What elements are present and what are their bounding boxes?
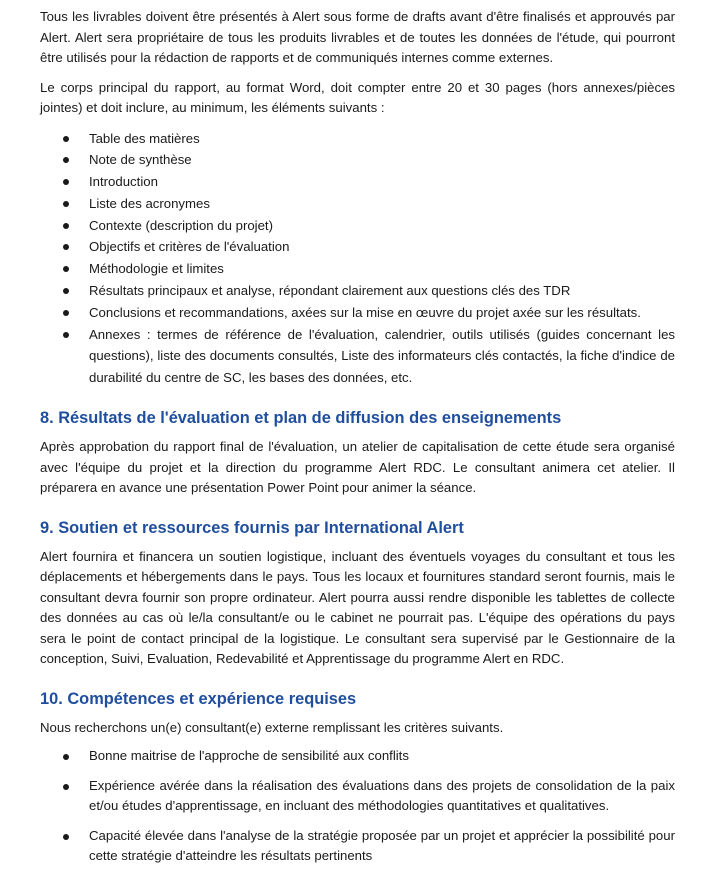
list-item: Contexte (description du projet) [40, 215, 675, 237]
bullet-icon [63, 244, 69, 250]
section-10-paragraph: Nous recherchons un(e) consultant(e) externe remplissant les critères suivants. [40, 719, 504, 735]
report-body-paragraph: Le corps principal du rapport, au format Word, doit compter entre 20 et 30 pages (hors annexes/pièces jointes) et doit inclure, au minimum, les éléments suivants : [40, 79, 675, 115]
list-item: Note de synthèse [40, 149, 675, 171]
section-8-paragraph: Après approbation du rapport final de l'évaluation, un atelier de capitalisation de cette étude sera organisé avec l'équipe du projet et la direction du programme Alert RDC. Le consultant animera cet atelier. Il préparera en avance une présentation Power Point pour animer la séance. [40, 439, 675, 496]
bullet-icon [63, 754, 69, 760]
section-8-heading: 8. Résultats de l'évaluation et plan de diffusion des enseignements [40, 409, 562, 428]
competences-list [40, 746, 675, 867]
list-item: Annexes : termes de référence de l'évaluation, calendrier, outils utilisés (guides concernant les questions), liste des documents consultés, Liste des informateurs clés contactés, la fiche d'indice de durabilité du centre de SC, les bases des données, etc. [40, 324, 675, 389]
list-item: Objectifs et critères de l'évaluation [40, 236, 675, 258]
deliverables-paragraph: Tous les livrables doivent être présentés à Alert sous forme de drafts avant d'être finalisés et approuvés par Alert. Alert sera propriétaire de tous les produits livrables et de toutes les données de l'étude, qui pourront être utilisés pour la rédaction de rapports et de communiqués internes comme externes. [40, 9, 675, 65]
list-item: Table des matières [40, 128, 675, 150]
list-item: Capacité élevée dans l'analyse de la stratégie proposée par un projet et apprécier la possibilité pour cette stratégie d'atteindre les résultats pertinents [40, 826, 675, 867]
bullet-icon [63, 157, 69, 163]
section-9-heading: 9. Soutien et ressources fournis par International Alert [40, 518, 464, 537]
bullet-icon [63, 288, 69, 294]
bullet-icon [63, 332, 69, 338]
list-item: Résultats principaux et analyse, répondant clairement aux questions clés des TDR [40, 280, 675, 302]
bullet-icon [63, 201, 69, 207]
bullet-icon [63, 136, 69, 142]
list-item: Expérience avérée dans la réalisation des évaluations dans des projets de consolidation de la paix et/ou études d'apprentissage, en incluant des méthodologies quantitatives et qualitatives. [40, 776, 675, 817]
bullet-icon [63, 179, 69, 185]
section-9-paragraph: Alert fournira et financera un soutien logistique, incluant des éventuels voyages du consultant et tous les déplacements et hébergements dans le pays. Tous les locaux et fournitures standard seront fournis, mais le consultant devra fournir son propre ordinateur. Alert pourra aussi rendre disponible les tablettes de collecte des données au cas où le/la consultant/e ou le cabinet ne pourrait pas. L'équipe des opérations du pays sera le point de contact principal de la logistique. Le consultant sera supervisé par le Gestionnaire de la conception, Suivi, Evaluation, Redevabilité et Apprentissage du programme Alert en RDC. [40, 548, 675, 667]
list-item: Introduction [40, 171, 675, 193]
bullet-icon [63, 310, 69, 316]
report-contents-list [40, 128, 675, 390]
list-item: Liste des acronymes [40, 193, 675, 215]
section-10-heading: 10. Compétences et expérience requises [40, 689, 357, 708]
bullet-icon [63, 834, 69, 840]
list-item: Bonne maitrise de l'approche de sensibilité aux conflits [40, 746, 675, 767]
list-item: Méthodologie et limites [40, 258, 675, 280]
bullet-icon [63, 784, 69, 790]
bullet-icon [63, 266, 69, 272]
list-item: Conclusions et recommandations, axées sur la mise en œuvre du projet axée sur les résultats. [40, 302, 675, 324]
bullet-icon [63, 223, 69, 229]
